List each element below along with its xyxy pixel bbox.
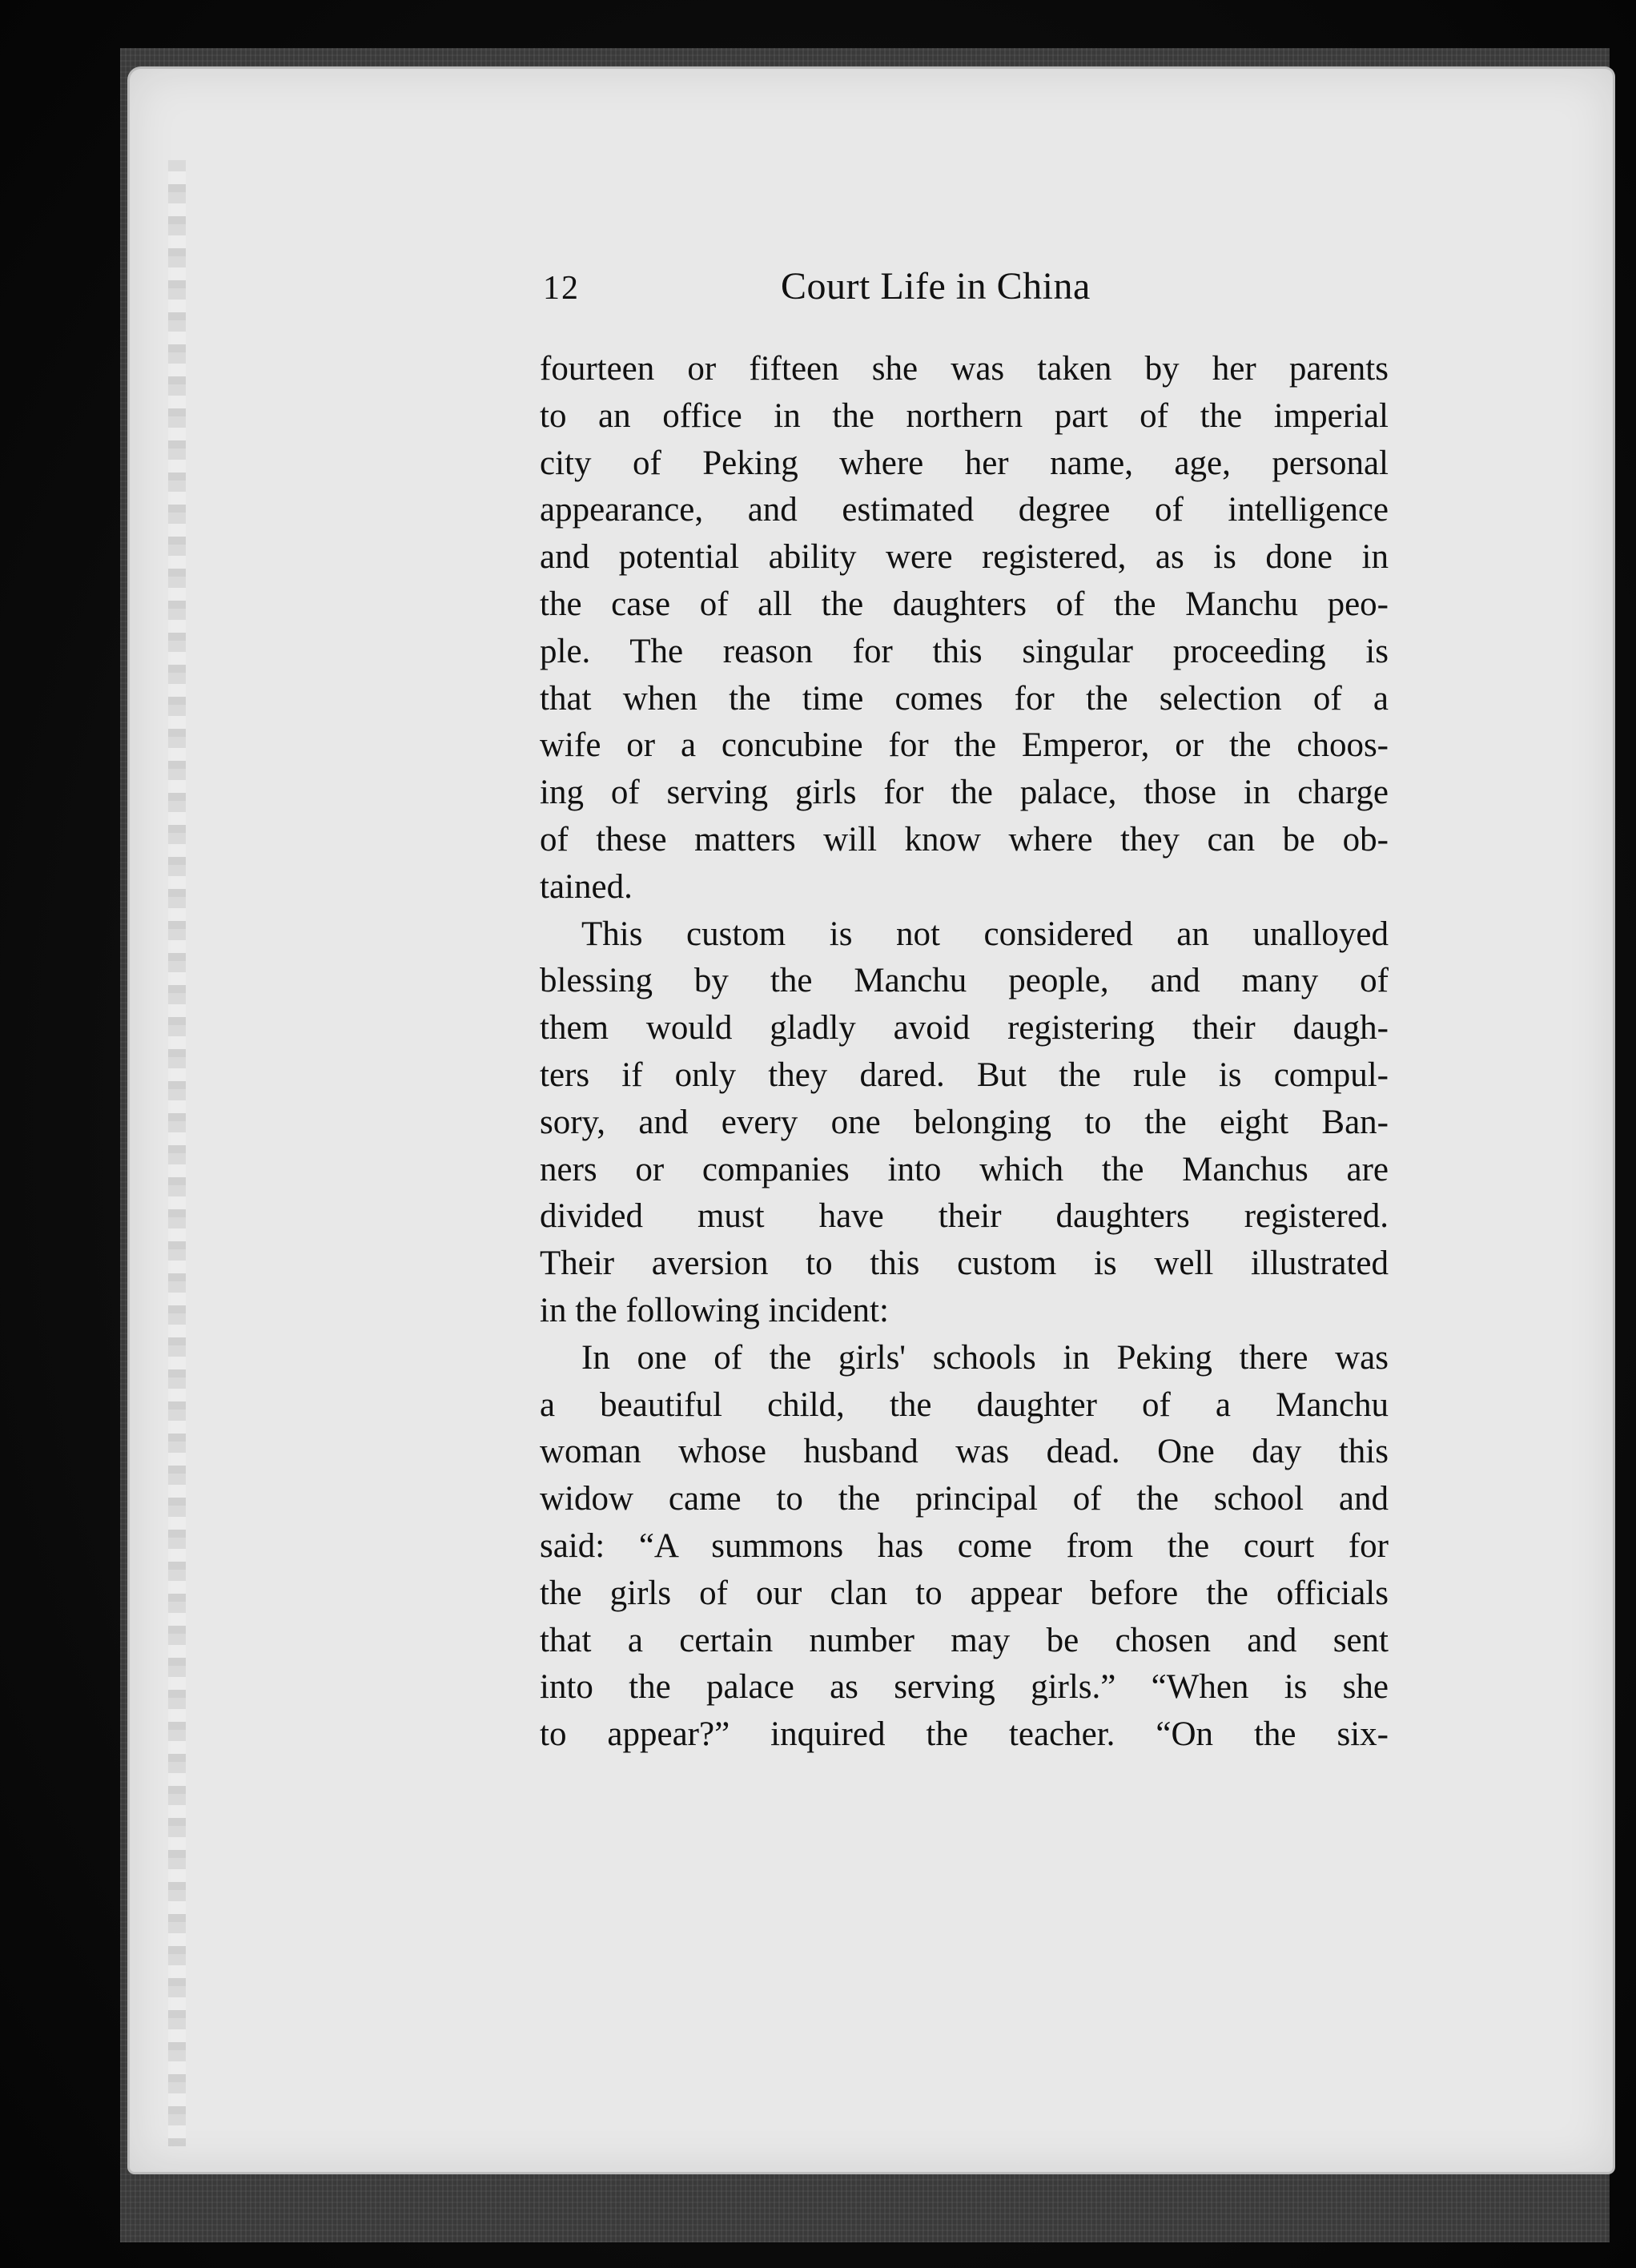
text-line: the case of all the daughters of the Manchu peo- [540, 585, 1389, 623]
text-line: to appear?” inquired the teacher. “On the six- [540, 1715, 1389, 1754]
paragraph-3 [540, 1335, 1389, 1759]
page-number: 12 [543, 270, 580, 307]
running-title: Court Life in China [781, 265, 1091, 308]
text-line: into the palace as serving girls.” “When is she [540, 1668, 1389, 1707]
text-line: ters if only they dared. But the rule is compul- [540, 1056, 1389, 1094]
text-line: city of Peking where her name, age, personal [540, 444, 1389, 482]
text-line: Their aversion to this custom is well illustrated [540, 1245, 1389, 1283]
text-line: said: “A summons has come from the court for [540, 1526, 1389, 1565]
text-line: wife or a concubine for the Emperor, or the choos- [540, 726, 1389, 765]
text-line: woman whose husband was dead. One day this [540, 1433, 1389, 1471]
text-line: tained. [540, 867, 633, 906]
text-line: the girls of our clan to appear before the officials [540, 1574, 1389, 1612]
text-line: In one of the girls' schools in Peking there was [581, 1338, 1389, 1377]
text-line: divided must have their daughters registered. [540, 1197, 1389, 1236]
page-header [543, 264, 1392, 320]
text-line: sory, and every one belonging to the eight Ban- [540, 1103, 1389, 1141]
text-line: that a certain number may be chosen and sent [540, 1621, 1389, 1659]
text-line: in the following incident: [540, 1291, 889, 1329]
text-line: and potential ability were registered, as is done in [540, 538, 1389, 577]
paragraph-1 [540, 346, 1389, 911]
text-line: a beautiful child, the daughter of a Manchu [540, 1385, 1389, 1424]
page-edge-shadow [168, 160, 186, 2146]
body-text [540, 346, 1389, 1759]
text-line: them would gladly avoid registering their daugh- [540, 1009, 1389, 1048]
text-line: fourteen or fifteen she was taken by her parents [540, 350, 1389, 388]
text-line: ners or companies into which the Manchus are [540, 1150, 1389, 1188]
text-line: widow came to the principal of the school and [540, 1480, 1389, 1518]
text-line: that when the time comes for the selection of a [540, 679, 1389, 718]
paragraph-2 [540, 911, 1389, 1335]
text-line: ing of serving girls for the palace, those in charge [540, 774, 1389, 812]
text-line: blessing by the Manchu people, and many of [540, 962, 1389, 1000]
text-line: to an office in the northern part of the imperial [540, 396, 1389, 435]
text-line: appearance, and estimated degree of intelligence [540, 491, 1389, 529]
text-line: of these matters will know where they can be ob- [540, 820, 1389, 859]
text-line: This custom is not considered an unalloyed [581, 915, 1389, 953]
text-line: ple. The reason for this singular proceeding is [540, 632, 1389, 670]
